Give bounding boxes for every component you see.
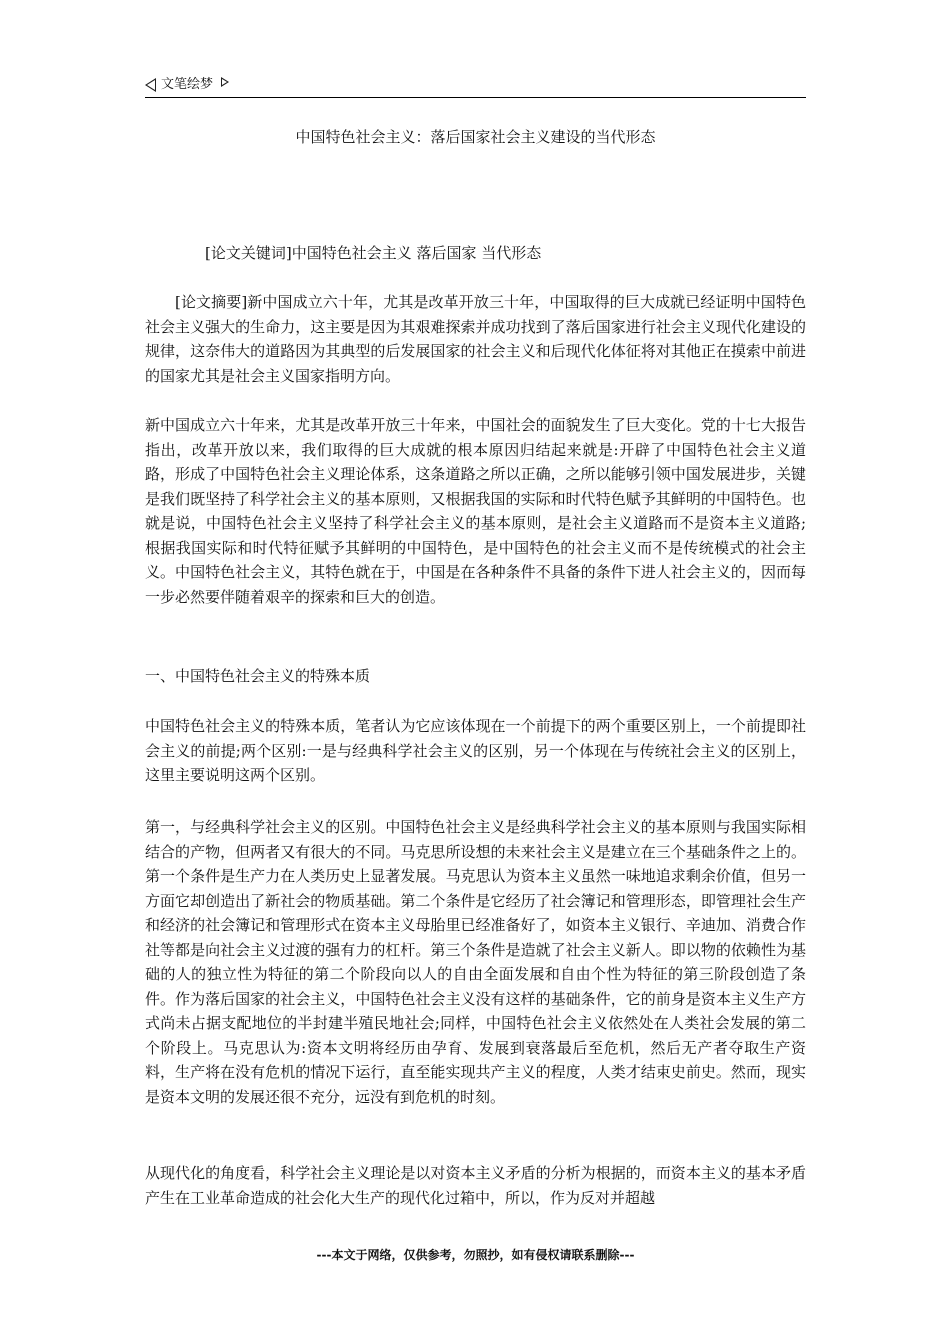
triangle-left-icon: [145, 78, 156, 92]
paragraph: 第一，与经典科学社会主义的区别。中国特色社会主义是经典科学社会主义的基本原则与我国实际相结合的产物，但两者又有很大的不同。马克思所设想的未来社会主义是建立在三个基础条件之上的。第一个条件是生产力在人类历史上显著发展。马克思认为资本主义虽然一味地追求剩余价值，但另一方面它却创造出了新社会的物质基础。第二个条件是它经历了社会簿记和管理形态，即管理社会生产和经济的社会簿记和管理形式在资本主义母胎里已经准备好了，如资本主义银行、辛迪加、消费合作社等都是向社会主义过渡的强有力的杠杆。第三个条件是造就了社会主义新人。即以物的依赖性为基础的人的独立性为特征的第二个阶段向以人的自由全面发展和自由个性为特征的第三阶段创造了条件。作为落后国家的社会主义，中国特色社会主义没有这样的基础条件，它的前身是资本主义生产方式尚未占据支配地位的半封建半殖民地社会;同样，中国特色社会主义依然处在人类社会发展的第二个阶段上。马克思认为:资本文明将经历由孕育、发展到衰落最后至危机，然后无产者夺取生产资料，生产将在没有危机的情况下运行，直至能实现共产主义的程度，人类才结束史前史。然而，现实是资本文明的发展还很不充分，远没有到危机的时刻。: [145, 818, 806, 1106]
brand-name: 文笔绘梦: [161, 77, 214, 92]
abstract: [论文摘要]新中国成立六十年，尤其是改革开放三十年，中国取得的巨大成就已经证明中国特色社会主义强大的生命力，这主要是因为其艰难探索并成功找到了落后国家进行社会主义现代化建设的规律，这奈伟大的道路因为其典型的后发展国家的社会主义和后现代化体征将对其他正在摸索中前进的国家尤其是社会主义国家指明方向。: [145, 293, 806, 385]
brand: [145, 74, 229, 96]
header-rule: [145, 97, 806, 98]
section-heading: 一、中国特色社会主义的特殊本质: [145, 667, 371, 685]
footer-disclaimer: ---本文于网络，仅供参考，勿照抄，如有侵权请联系删除---: [316, 1248, 635, 1262]
triangle-right-icon: [221, 77, 229, 87]
document-title: 中国特色社会主义：落后国家社会主义建设的当代形态: [295, 128, 656, 146]
paragraph: 中国特色社会主义的特殊本质，笔者认为它应该体现在一个前提下的两个重要区别上，一个前提即社会主义的前提;两个区别:一是与经典科学社会主义的区别，另一个体现在与传统社会主义的区别上，这里主要说明这两个区别。: [145, 717, 806, 784]
paragraph: 新中国成立六十年来，尤其是改革开放三十年来，中国社会的面貌发生了巨大变化。党的十七大报告指出，改革开放以来，我们取得的巨大成就的根本原因归结起来就是:开辟了中国特色社会主义道路，形成了中国特色社会主义理论体系，这条道路之所以正确，之所以能够引领中国发展进步，关键是我们既坚持了科学社会主义的基本原则，又根据我国的实际和时代特色赋予其鲜明的中国特色。也就是说，中国特色社会主义坚持了科学社会主义的基本原则，是社会主义道路而不是资本主义道路;根据我国实际和时代特征赋予其鲜明的中国特色，是中国特色的社会主义而不是传统模式的社会主义。中国特色社会主义，其特色就在于，中国是在各种条件不具备的条件下进人社会主义的，因而每一步必然要伴随着艰辛的探索和巨大的创造。: [145, 416, 806, 606]
page-header: [145, 74, 806, 98]
keywords: [论文关键词]中国特色社会主义 落后国家 当代形态: [205, 244, 542, 262]
paragraph: 从现代化的角度看，科学社会主义理论是以对资本主义矛盾的分析为根据的，而资本主义的基本矛盾产生在工业革命造成的社会化大生产的现代化过箱中，所以，作为反对并超越: [145, 1164, 806, 1207]
